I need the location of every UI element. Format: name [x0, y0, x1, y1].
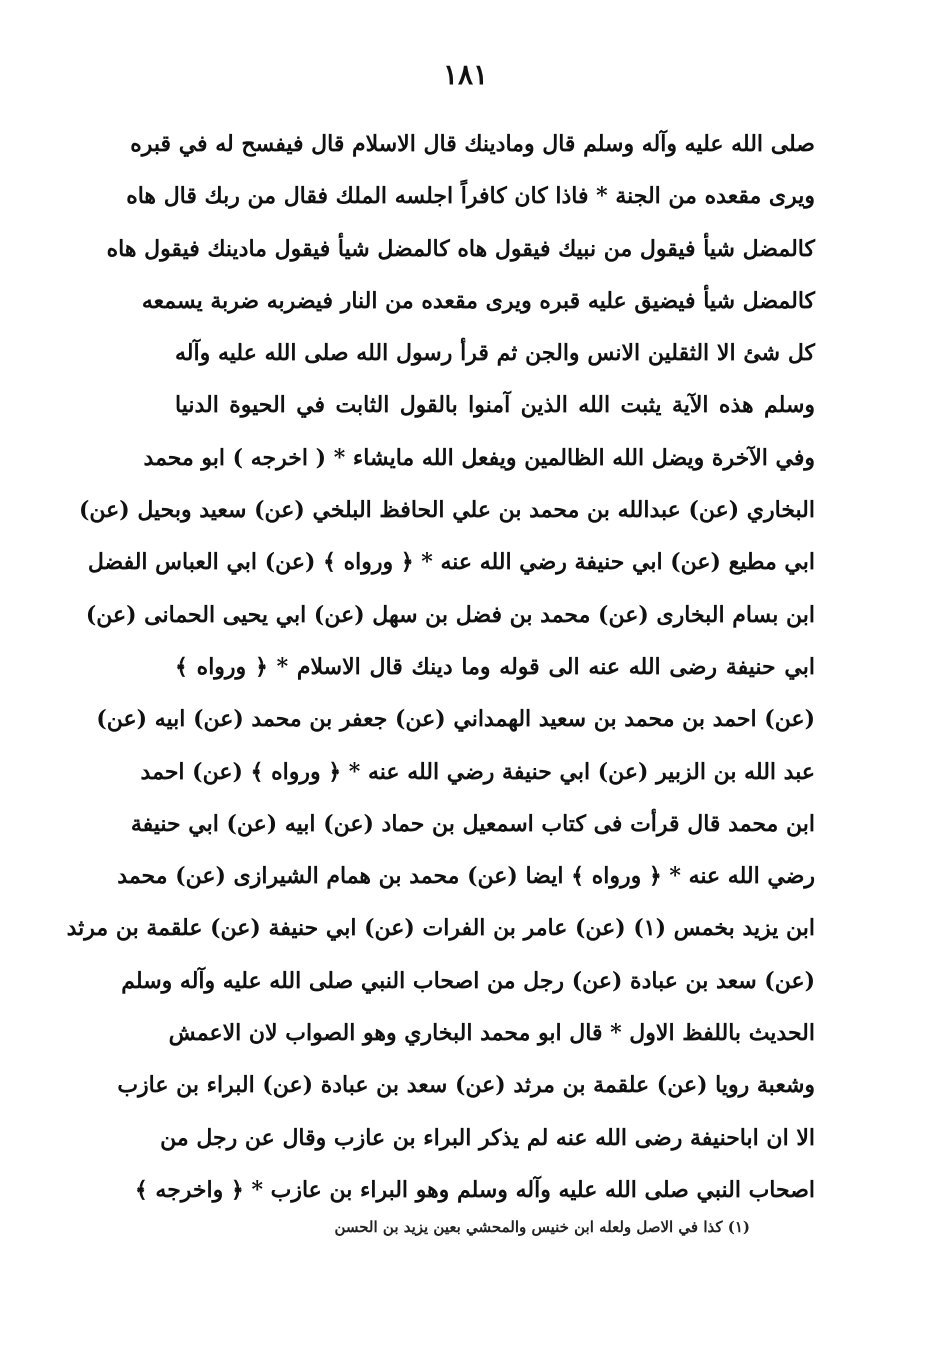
text-line: وفي الآخرة ويضل الله الظالمين ويفعل الله مايشاء * ( اخرجه ) ابو محمد — [143, 444, 815, 471]
text-line: ابي حنيفة رضى الله عنه الى قوله وما دينك قال الاسلام * ﴿ ورواه ﴾ — [175, 653, 815, 680]
text-line: ابن محمد قال قرأت فى كتاب اسمعيل بن حماد (عن) ابيه (عن) ابي حنيفة — [130, 810, 815, 837]
text-line: اصحاب النبي صلى الله عليه وآله وسلم وهو البراء بن عازب * ﴿ واخرجه ﴾ — [134, 1176, 815, 1203]
text-line: صلى الله عليه وآله وسلم قال ومادينك قال الاسلام قال فيفسح له في قبره — [130, 131, 815, 157]
text-line: ابي مطيع (عن) ابي حنيفة رضي الله عنه * ﴿ ورواه ﴾ (عن) ابي العباس الفضل — [87, 549, 815, 576]
footnote: (١) كذا في الاصل ولعله ابن خنيس والمحشي بعين يزيد بن الحسن — [334, 1218, 750, 1236]
text-line: (عن) احمد بن محمد بن سعيد الهمداني (عن) جعفر بن محمد (عن) ابيه (عن) — [96, 706, 815, 733]
text-line: عبد الله بن الزبير (عن) ابي حنيفة رضي الله عنه * ﴿ ورواه ﴾ (عن) احمد — [140, 758, 815, 785]
text-line: كالمضل شيأ فيقول من نبيك فيقول هاه كالمضل شيأ فيقول مادينك فيقول هاه — [106, 235, 815, 262]
text-line: ابن بسام البخارى (عن) محمد بن فضل بن سهل (عن) ابي يحيى الحمانى (عن) — [85, 601, 815, 628]
text-line: وسلم هذه الآية يثبت الله الذين آمنوا بالقول الثابت في الحيوة الدنيا — [175, 392, 815, 419]
text-line: الحديث باللفظ الاول * قال ابو محمد البخاري وهو الصواب لان الاعمش — [168, 1020, 815, 1047]
body-text — [66, 118, 815, 1216]
text-line: كالمضل شيأ فيضيق عليه قبره ويرى مقعده من النار فيضربه ضربة يسمعه — [141, 287, 815, 314]
text-line: ابن يزيد بخمس (١) (عن) عامر بن الفرات (عن) ابي حنيفة (عن) علقمة بن مرثد — [66, 915, 815, 942]
text-line: رضي الله عنه * ﴿ ورواه ﴾ ايضا (عن) محمد بن همام الشيرازى (عن) محمد — [117, 863, 815, 890]
text-line: ويرى مقعده من الجنة * فاذا كان كافراً اجلسه الملك فقال من ربك قال هاه — [126, 183, 815, 210]
text-line: كل شئ الا الثقلين الانس والجن ثم قرأ رسول الله صلى الله عليه وآله — [175, 340, 815, 367]
text-line: الا ان اباحنيفة رضى الله عنه لم يذكر البراء بن عازب وقال عن رجل من — [160, 1124, 815, 1151]
page-number: ١٨١ — [442, 58, 489, 91]
text-line: البخاري (عن) عبدالله بن محمد بن علي الحافظ البلخي (عن) سعيد وبحيل (عن) — [78, 497, 815, 524]
text-line: وشعبة رويا (عن) علقمة بن مرثد (عن) سعد بن عبادة (عن) البراء بن عازب — [117, 1072, 815, 1099]
text-line: (عن) سعد بن عبادة (عن) رجل من اصحاب النبي صلى الله عليه وآله وسلم — [121, 967, 815, 994]
